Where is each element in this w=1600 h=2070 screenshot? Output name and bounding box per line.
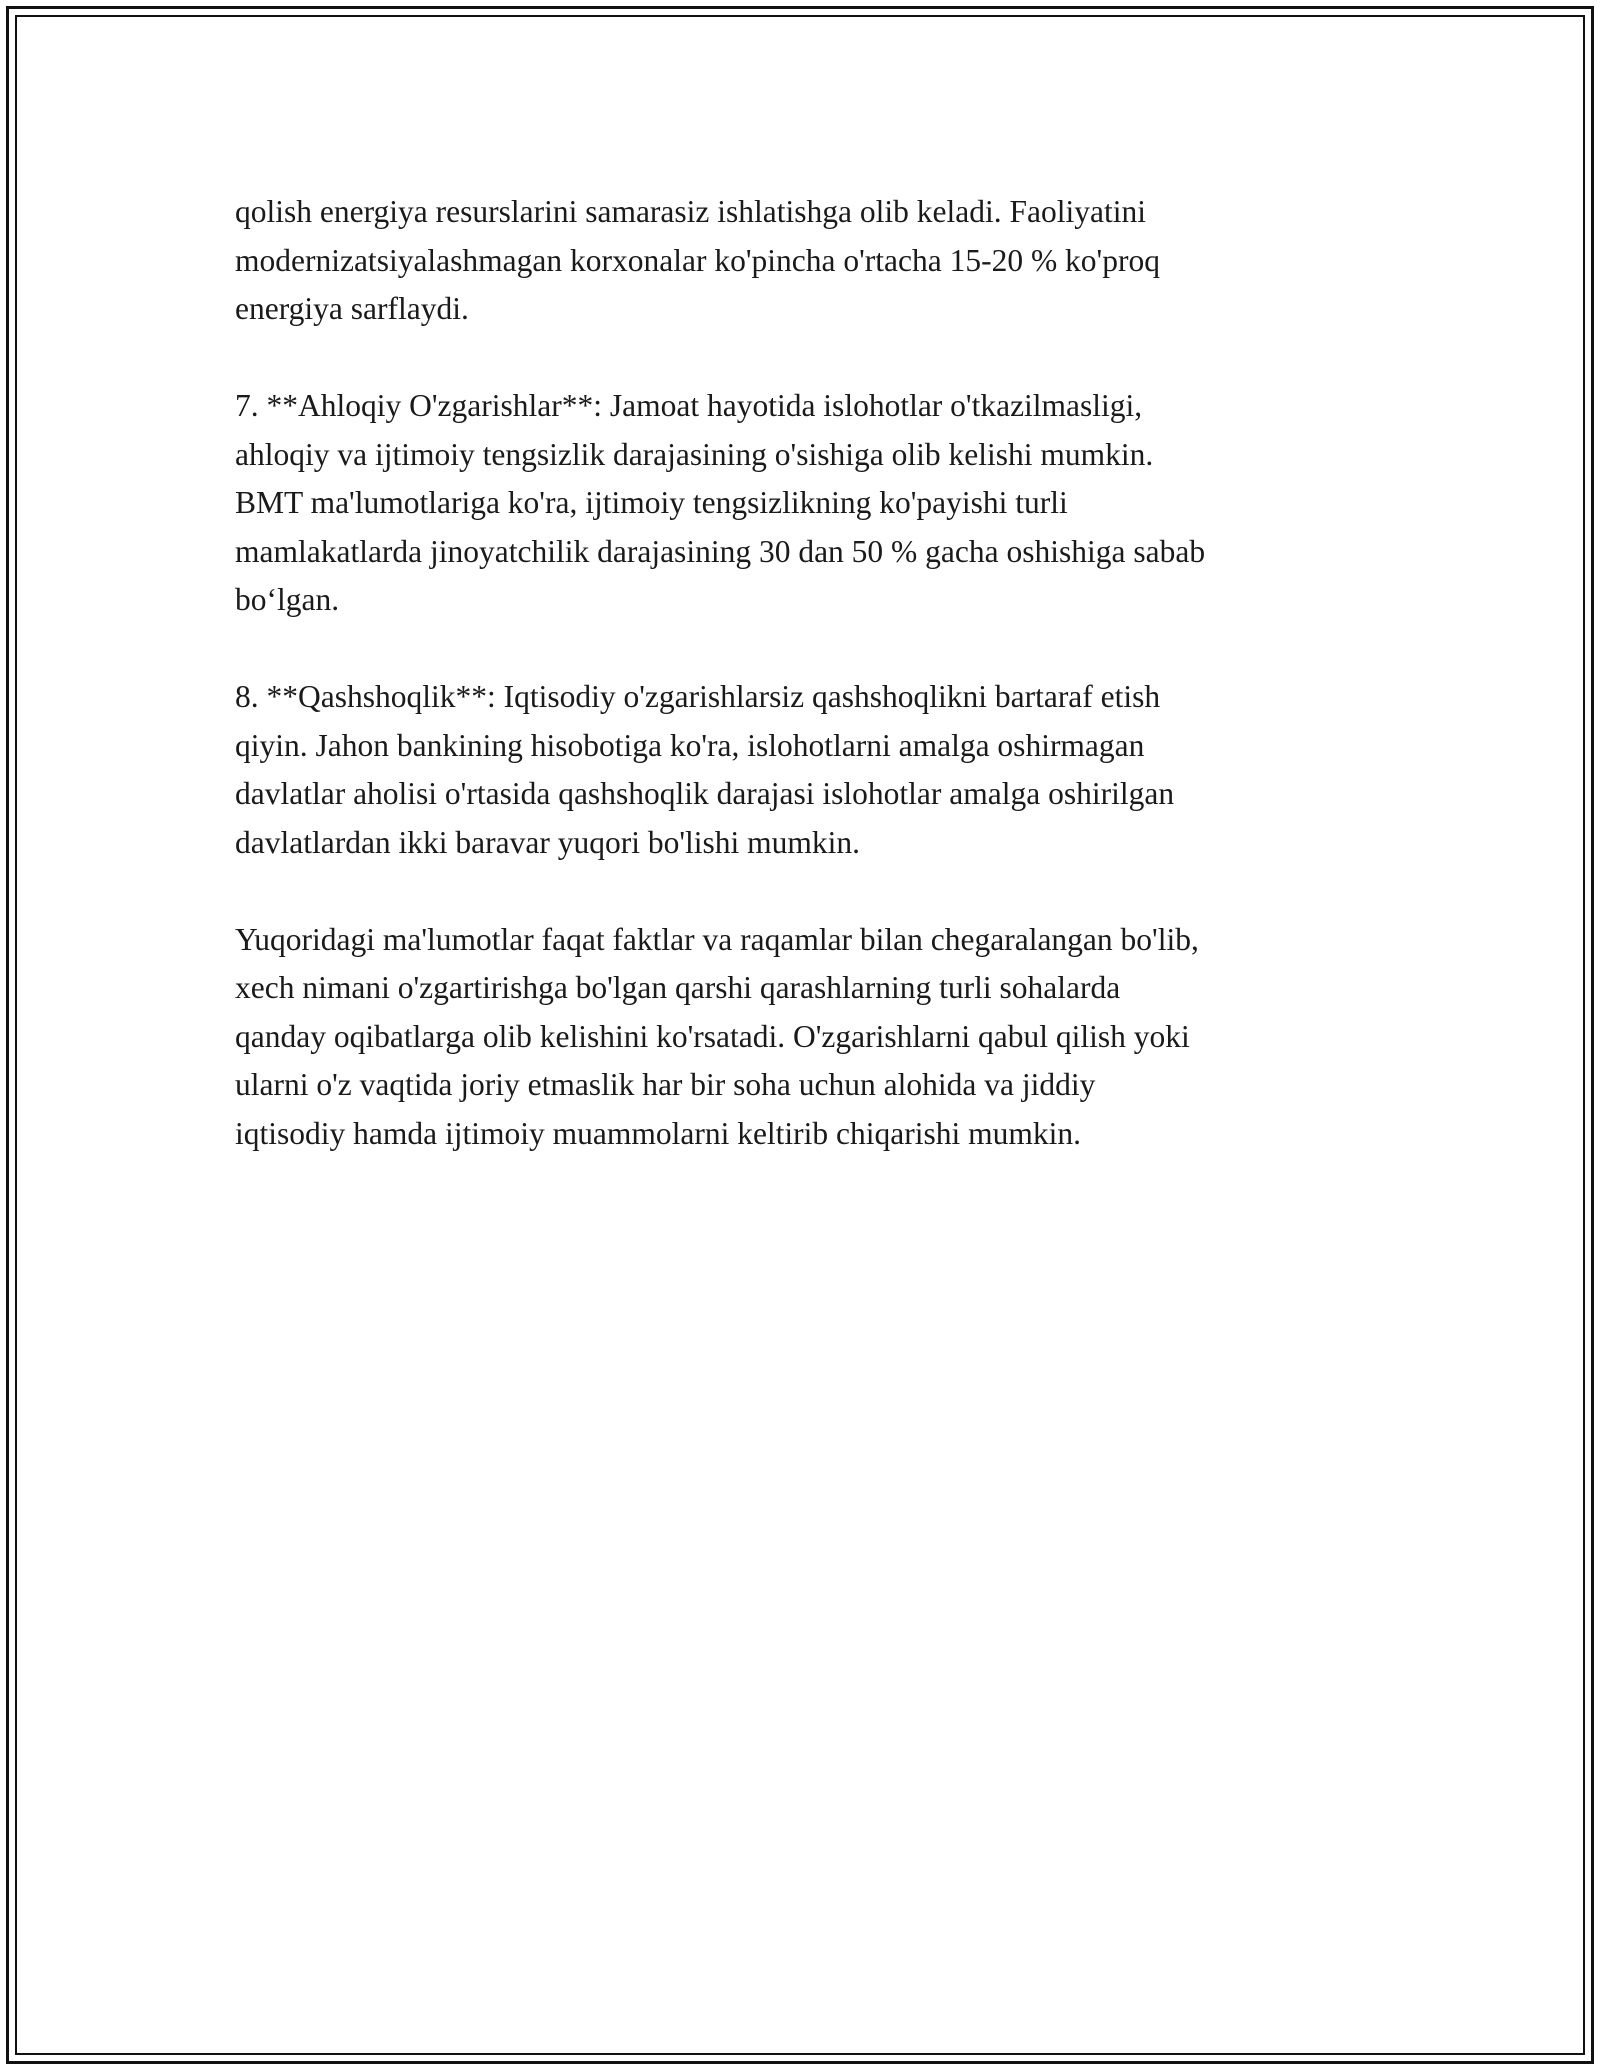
document-body [235, 188, 1385, 1207]
paragraph-conclusion: Yuqoridagi ma'lumotlar faqat faktlar va raqamlar bilan chegaralangan bo'lib, xech nimani o'zgartirishga bo'lgan qarshi qarashlarning turli sohalarda qanday oqibatlarga olib kelishini ko'rsatadi. O'zgarishlarni qabul qilish yoki ularni o'z vaqtida joriy etmaslik har bir soha uchun alohida va jiddiy iqtisodiy hamda ijtimoiy muammolarni keltirib chiqarishi mumkin. [235, 921, 1199, 1151]
paragraph-item-8-poverty: 8. **Qashshoqlik**: Iqtisodiy o'zgarishlarsiz qashshoqlikni bartaraf etish qiyin. Jahon bankining hisobotiga ko'ra, islohotlarni amalga oshirmagan davlatlar aholisi o'rtasida qashshoqlik darajasi islohotlar amalga oshirilgan davlatlardan ikki baravar yuqori bo'lishi mumkin. [235, 679, 1175, 860]
paragraph-energy-continuation: qolish energiya resurslarini samarasiz ishlatishga olib keladi. Faoliyatini modernizatsiyalashmagan korxonalar ko'pincha o'rtacha 15-20 % ko'proq energiya sarflaydi. [235, 194, 1160, 326]
paragraph-item-7-ethical-changes: 7. **Ahloqiy O'zgarishlar**: Jamoat hayotida islohotlar o'tkazilmasligi, ahloqiy va ijtimoiy tengsizlik darajasining o'sishiga olib kelishi mumkin. BMT ma'lumotlariga ko'ra, ijtimoiy tengsizlikning ko'payishi turli mamlakatlarda jinoyatchilik darajasining 30 dan 50 % gacha oshishiga sabab bo‘lgan. [235, 388, 1206, 617]
